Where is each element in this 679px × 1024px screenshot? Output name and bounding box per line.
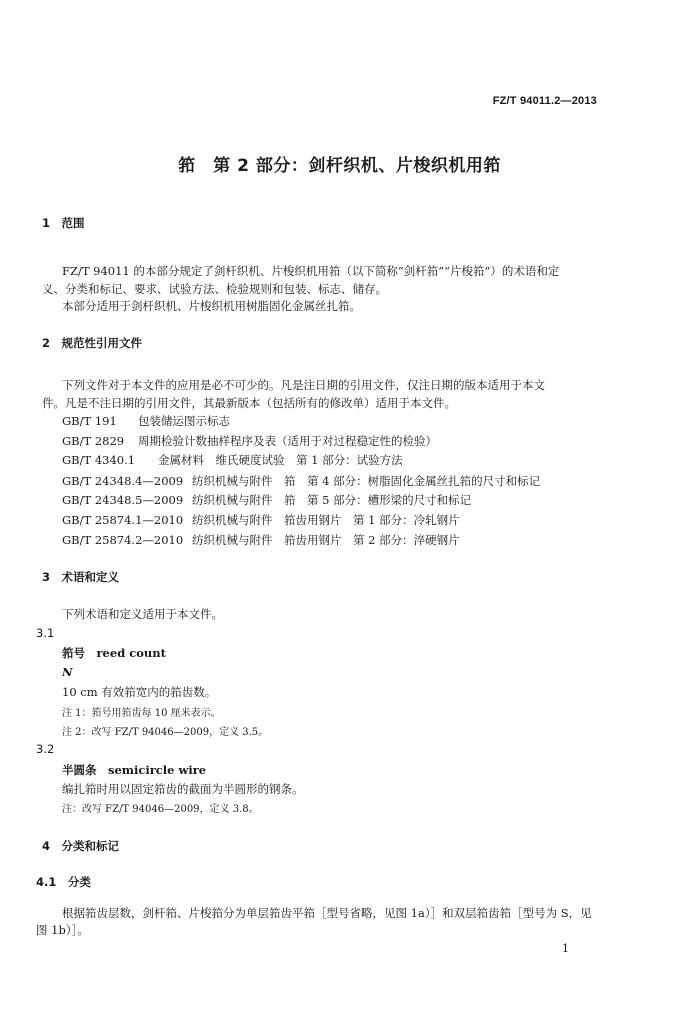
subsection-4-1-heading: 4.1 分类 — [36, 875, 91, 889]
term-name: 筘号 reed count — [62, 646, 166, 660]
reference-code: GB/T 24348.4—2009 — [62, 474, 184, 488]
section-3-heading: 3 术语和定义 — [42, 570, 120, 584]
reference-title: 金属材料 维氏硬度试验 第 1 部分：试验方法 — [158, 453, 403, 467]
page-number: 1 — [562, 942, 569, 955]
terms-intro: 下列术语和定义适用于本文件。 — [62, 607, 223, 621]
classification-para-line-1: 根据筘齿层数，剑杆筘、片梭筘分为单层筘齿平筘［型号省略，见图 1a）］和双层筘齿筘［型号为 S，见 — [62, 906, 592, 920]
section-2-heading: 2 规范性引用文件 — [42, 336, 143, 350]
term-note: 注 1：筘号用筘齿每 10 厘米表示。 — [62, 708, 221, 719]
scope-para-line-1: FZ/T 94011 的本部分规定了剑杆织机、片梭织机用筘（以下简称“剑杆筘”“片梭筘”）的术语和定 — [62, 264, 560, 278]
reference-item — [62, 452, 403, 468]
scope-para-line-2: 义、分类和标记、要求、试验方法、检验规则和包装、标志、储存。 — [42, 282, 387, 296]
refs-intro-line-2: 件。凡是不注日期的引用文件，其最新版本（包括所有的修改单）适用于本文件。 — [42, 396, 456, 410]
section-1-heading: 1 范围 — [42, 216, 85, 230]
reference-code: GB/T 2829 — [62, 434, 125, 448]
reference-item — [62, 413, 230, 429]
reference-item — [62, 512, 460, 528]
term-definition: 10 cm 有效筘宽内的筘齿数。 — [62, 685, 217, 699]
reference-title: 包装储运图示标志 — [138, 414, 230, 428]
reference-title: 纺织机械与附件 筘齿用钢片 第 2 部分：淬硬钢片 — [192, 533, 460, 547]
reference-item — [62, 492, 471, 508]
reference-item — [62, 433, 437, 449]
reference-code: GB/T 4340.1 — [62, 453, 136, 467]
reference-item — [62, 473, 540, 489]
section-4-heading: 4 分类和标记 — [42, 839, 120, 853]
term-symbol: N — [62, 665, 73, 679]
reference-title: 纺织机械与附件 筘 第 5 部分：槽形梁的尺寸和标记 — [192, 493, 472, 507]
document-title: 筘 第 2 部分：剑杆织机、片梭织机用筘 — [178, 156, 501, 176]
reference-item — [62, 532, 460, 548]
term-number: 3.1 — [36, 626, 55, 640]
reference-code: GB/T 24348.5—2009 — [62, 493, 184, 507]
refs-intro-line-1: 下列文件对于本文件的应用是必不可少的。凡是注日期的引用文件，仅注日期的版本适用于本文 — [62, 378, 545, 392]
reference-code: GB/T 191 — [62, 414, 117, 428]
term-definition: 编扎筘时用以固定筘齿的截面为半圆形的钢条。 — [62, 782, 304, 796]
scope-para-2: 本部分适用于剑杆织机、片梭织机用树脂固化金属丝扎筘。 — [62, 299, 361, 313]
classification-para-line-2: 图 1b）］。 — [36, 923, 89, 937]
reference-title: 纺织机械与附件 筘齿用钢片 第 1 部分：冷轧钢片 — [192, 513, 460, 527]
reference-code: GB/T 25874.2—2010 — [62, 533, 184, 547]
reference-code: GB/T 25874.1—2010 — [62, 513, 184, 527]
term-note: 注 2：改写 FZ/T 94046—2009，定义 3.5。 — [62, 727, 269, 738]
reference-title: 周期检验计数抽样程序及表（适用于对过程稳定性的检验） — [138, 434, 437, 448]
term-number: 3.2 — [36, 742, 55, 756]
reference-title: 纺织机械与附件 筘 第 4 部分：树脂固化金属丝扎筘的尺寸和标记 — [192, 474, 541, 488]
standard-number: FZ/T 94011.2—2013 — [492, 95, 597, 107]
term-name: 半圆条 semicircle wire — [62, 763, 207, 777]
term-note: 注：改写 FZ/T 94046—2009，定义 3.8。 — [62, 804, 259, 815]
